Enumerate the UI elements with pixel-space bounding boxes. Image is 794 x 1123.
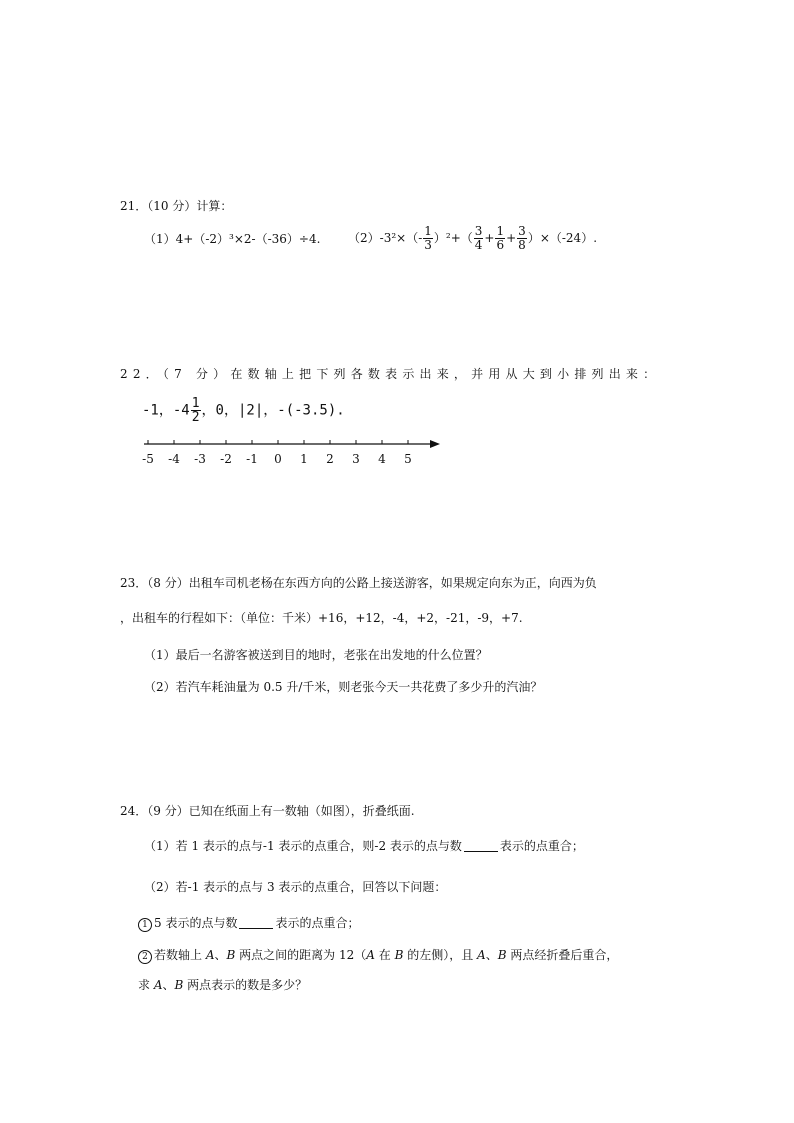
q24-last-line: 求 A、B 两点表示的数是多少？ [138,978,308,992]
q24-heading: 24．（9 分）已知在纸面上有一数轴（如图），折叠纸面. [120,804,415,818]
number-line-label: -2 [220,452,232,466]
number-line-label: 2 [326,452,334,466]
fraction-1-2: $\frac{1}{2}$ [191,396,200,425]
fraction-1-3: $\frac{1}{3}$ [424,224,432,252]
q21-part1: （1）4+（-2）³×2-（-36）÷4. [144,232,321,246]
number-line-label: 1 [300,452,308,466]
q23-line2: ，出租车的行程如下：（单位：千米）+16，+12，-4，+2，-21，-9，+7. [120,611,523,625]
number-line-label: 3 [352,452,360,466]
q23-sub2: （2）若汽车耗油量为 0.5 升/千米，则老张今天一共花费了多少升的汽油？ [144,680,543,694]
circled-number-1: 1 [138,918,152,932]
q22-heading: 22．（7 分）在数轴上把下列各数表示出来，并用从大到小排列出来： [120,367,661,381]
q21-part2: （2）-3²×（- $\frac{1}{3}$ ）²+（ $\frac{3}{4}$ + $\frac{1}{6}$ + $\frac{3}{8}$ ）×（-24）. [348,224,598,252]
fraction-1-6: $\frac{1}{6}$ [496,224,505,252]
fraction-3-8: $\frac{3}{8}$ [518,224,526,252]
number-line [140,432,450,472]
q21-heading: 21．（10 分）计算： [120,199,233,213]
number-line-label: 0 [274,452,282,466]
q21-part2-text: （2）-3²×（- [348,231,423,245]
number-line-label: 5 [404,452,412,466]
q24-sub1: （1）若 1 表示的点与-1 表示的点重合，则-2 表示的点与数 表示的点重合； [144,839,584,853]
q23-sub1: （1）最后一名游客被送到目的地时，老张在出发地的什么位置？ [144,648,488,662]
q24-circle1: 1 5 表示的点与数 表示的点重合； [138,915,359,932]
number-line-label: -3 [194,452,206,466]
q24-sub2: （2）若-1 表示的点与 3 表示的点重合，回答以下问题： [144,880,447,894]
number-line-label: -1 [246,452,258,466]
circled-number-2: 2 [138,950,152,964]
number-line-label: -4 [168,452,180,466]
answer-blank-2[interactable] [239,916,273,929]
q24-circle2: 2 若数轴上 A、B 两点之间的距离为 12（A 在 B 的左侧），且 A、B 两点经折叠后重合， [138,947,618,964]
q23-heading: 23．（8 分）出租车司机老杨在东西方向的公路上接送游客，如果规定向东为正，向西为负 [120,576,597,590]
number-line-axis [140,432,450,452]
number-line-label: -5 [142,452,154,466]
q22-numbers: -1，-4 $\frac{1}{2}$ ，0，|2|，-(-3.5). [142,396,345,425]
answer-blank-1[interactable] [464,839,498,852]
number-line-label: 4 [378,452,386,466]
fraction-3-4: $\frac{3}{4}$ [474,224,483,252]
